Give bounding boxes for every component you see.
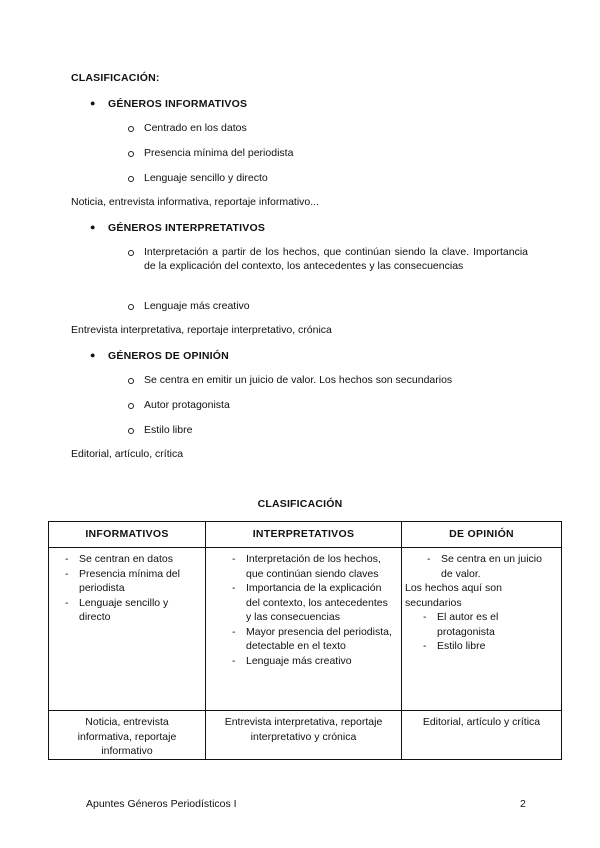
list-item: Autor protagonista	[144, 399, 230, 411]
list-item: - Mayor presencia del periodista, detectable en el texto	[228, 625, 393, 654]
opinion-note: Los hechos aquí son secundarios	[405, 582, 502, 609]
section-title: GÉNEROS INTERPRETATIVOS	[108, 222, 266, 234]
circle-bullet-icon	[128, 304, 134, 310]
table-row	[49, 711, 562, 760]
section-title: GÉNEROS INFORMATIVOS	[108, 98, 248, 110]
header-opinion: DE OPINIÓN	[402, 522, 562, 548]
cell-examples: Entrevista interpretativa, reportaje interpretativo y crónica	[206, 711, 402, 760]
table-row	[49, 548, 562, 711]
bullet-icon: ●	[90, 98, 96, 108]
cell-opinion	[402, 548, 562, 711]
cell-informativos	[49, 548, 206, 711]
list-item: - Se centra en un juicio de valor.	[423, 552, 555, 581]
circle-bullet-icon	[128, 378, 134, 384]
list-item: - Lenguaje sencillo y directo	[61, 596, 199, 625]
page-number: 2	[520, 798, 526, 810]
examples-line: Editorial, artículo, crítica	[71, 448, 184, 460]
list-item: - El autor es el protagonista	[419, 610, 555, 639]
examples-line: Entrevista interpretativa, reportaje interpretativo, crónica	[71, 324, 332, 336]
list-item: - Interpretación de los hechos, que continúan siendo claves	[228, 552, 393, 581]
circle-bullet-icon	[128, 428, 134, 434]
main-heading: CLASIFICACIÓN:	[71, 72, 160, 84]
list-item: - Presencia mínima del periodista	[61, 567, 199, 596]
cell-examples: Editorial, artículo y crítica	[402, 711, 562, 760]
circle-bullet-icon	[128, 126, 134, 132]
header-informativos: INFORMATIVOS	[49, 522, 206, 548]
list-item: Estilo libre	[144, 424, 193, 436]
table-header-row	[49, 522, 562, 548]
cell-examples: Noticia, entrevista informativa, reportaje informativo	[49, 711, 206, 760]
list-item: Centrado en los datos	[144, 122, 247, 134]
list-item: Presencia mínima del periodista	[144, 147, 294, 159]
circle-bullet-icon	[128, 151, 134, 157]
list-item: Se centra en emitir un juicio de valor. Los hechos son secundarios	[144, 374, 453, 386]
footer-title: Apuntes Géneros Periodísticos I	[86, 798, 237, 810]
list-item: - Lenguaje más creativo	[228, 654, 393, 669]
list-item: - Importancia de la explicación del contexto, los antecedentes y las consecuencias	[228, 581, 393, 625]
list-item: Lenguaje sencillo y directo	[144, 172, 268, 184]
section-title: GÉNEROS DE OPINIÓN	[108, 350, 229, 362]
bullet-icon: ●	[90, 350, 96, 360]
cell-interpretativos	[206, 548, 402, 711]
list-item: - Se centran en datos	[61, 552, 199, 567]
classification-table	[48, 521, 562, 760]
list-item: Interpretación a partir de los hechos, que continúan siendo la clave. Importancia de la explicación del contexto, los antecedentes y las consecuencias	[144, 246, 528, 272]
circle-bullet-icon	[128, 250, 134, 256]
list-item: Lenguaje más creativo	[144, 300, 250, 312]
circle-bullet-icon	[128, 403, 134, 409]
circle-bullet-icon	[128, 176, 134, 182]
bullet-icon: ●	[90, 222, 96, 232]
table-caption: CLASIFICACIÓN	[257, 498, 343, 510]
examples-line: Noticia, entrevista informativa, reportaje informativo...	[71, 196, 320, 208]
header-interpretativos: INTERPRETATIVOS	[206, 522, 402, 548]
list-item: - Estilo libre	[419, 639, 555, 654]
